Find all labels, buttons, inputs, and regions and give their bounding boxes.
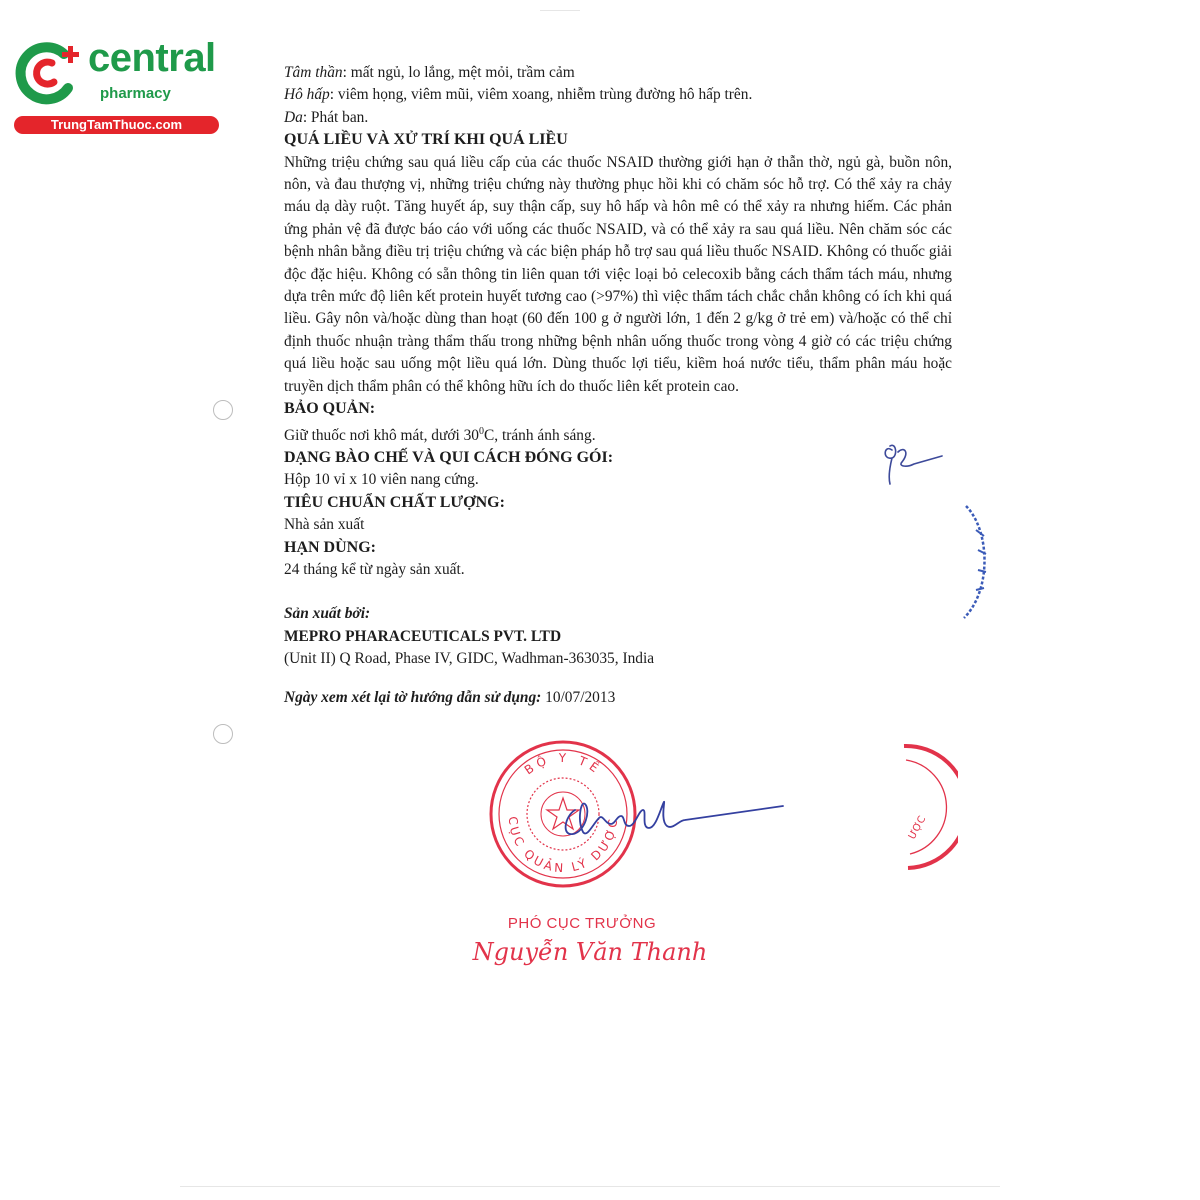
manufacturer-address: (Unit II) Q Road, Phase IV, GIDC, Wadhman-363035, India [284,650,655,668]
side-effect-respiratory: Hô hấp: viêm họng, viêm mũi, viêm xoang, nhiễm trùng đường hô hấp trên. [284,86,753,104]
logo-c-icon [10,36,90,108]
expiry-heading: HẠN DÙNG: [284,538,376,556]
scan-edge-bottom [180,1186,1000,1187]
overdose-heading: QUÁ LIỀU VÀ XỬ TRÍ KHI QUÁ LIỀU [284,131,568,149]
partial-red-seal-icon [898,742,958,872]
official-signatory-name: Nguyễn Văn Thanh [472,938,708,966]
binder-hole-top [213,400,233,420]
logo-brand-subtitle: pharmacy [100,85,171,102]
dosage-form-text: Hộp 10 vỉ x 10 viên nang cứng. [284,471,479,489]
official-title: PHÓ CỤC TRƯỞNG [507,915,657,932]
initials-signature-icon [880,432,950,492]
director-signature-icon [555,780,795,850]
dosage-form-heading: DẠNG BÀO CHẾ VÀ QUI CÁCH ĐÓNG GÓI: [284,449,614,467]
side-effect-psychiatric: Tâm thần: mất ngủ, lo lắng, mệt mỏi, trầm cảm [284,64,575,81]
manufacturer-label: Sản xuất bởi: [284,605,371,623]
review-date-line: Ngày xem xét lại tờ hướng dẫn sử dụng: 10/07/2013 [284,688,616,706]
binder-hole-bottom [213,724,233,744]
quality-text: Nhà sản xuất [284,516,365,534]
svg-text:ƯỢC: ƯỢC [906,814,929,842]
manufacturer-name: MEPRO PHARACEUTICALS PVT. LTD [284,627,562,645]
expiry-text: 24 tháng kể từ ngày sản xuất. [284,561,465,579]
document-body [284,62,952,709]
svg-text:BỘ Y TẾ: BỘ Y TẾ [521,750,605,778]
partial-blue-stamp-icon [956,500,996,625]
overdose-paragraph: Những triệu chứng sau quá liều cấp của các thuốc NSAID thường giới hạn ở thẫn thờ, ngủ gà, buồn nôn, nôn, và đau thượng vị, những triệu chứng này thường phục hồi khi có chăm sóc hỗ trợ. Có thể xảy ra chảy máu dạ dày ruột. Tăng huyết áp, suy thận cấp, suy hô hấp và hôn mê có thể xảy ra nhưng hiếm. Các phản ứng phản vệ đã được báo cáo với uống các thuốc NSAID, và có thể xảy ra sau quá liều. Nên chăm sóc các bệnh nhân bằng điều trị triệu chứng và các biện pháp hỗ trợ sau quá liều thuốc NSAID. Không có thuốc giải độc đặc hiệu. Không có sẵn thông tin liên quan tới việc loại bỏ celecoxib bằng cách thẩm tách máu, nhưng dựa trên mức độ liên kết protein huyết tương cao (>97%) thì việc thẩm tách chắc chắn không có ích khi quá liều. Gây nôn và/hoặc dùng than hoạt (60 đến 100 g ở người lớn, 1 đến 2 g/kg ở trẻ em) và/hoặc có thể chỉ định thuốc nhuận tràng thẩm thấu trong những bệnh nhân uống thuốc trong vòng 4 giờ có các triệu chứng quá liều hoặc sau uống một liều quá lớn. Dùng thuốc lợi tiểu, kiềm hoá nước tiểu, thẩm phân máu hoặc truyền dịch thẩm phân có thể không hữu ích do thuốc liên kết protein cao. [284,153,952,395]
logo-website-link[interactable]: TrungTamThuoc.com [14,116,219,134]
pharmacy-logo [10,36,220,136]
storage-text: Giữ thuốc nơi khô mát, dưới $30^0C$, tránh ánh sáng. [284,425,596,444]
side-effect-skin: Da: Phát ban. [284,108,369,126]
svg-text:CỤC QUẢN LÝ DƯỢC: CỤC QUẢN LÝ DƯỢC [505,815,621,876]
quality-heading: TIÊU CHUẨN CHẤT LƯỢNG: [284,493,505,511]
scan-edge-top [540,10,580,11]
logo-brand-name: central [88,36,216,80]
storage-heading: BẢO QUẢN: [284,400,376,418]
